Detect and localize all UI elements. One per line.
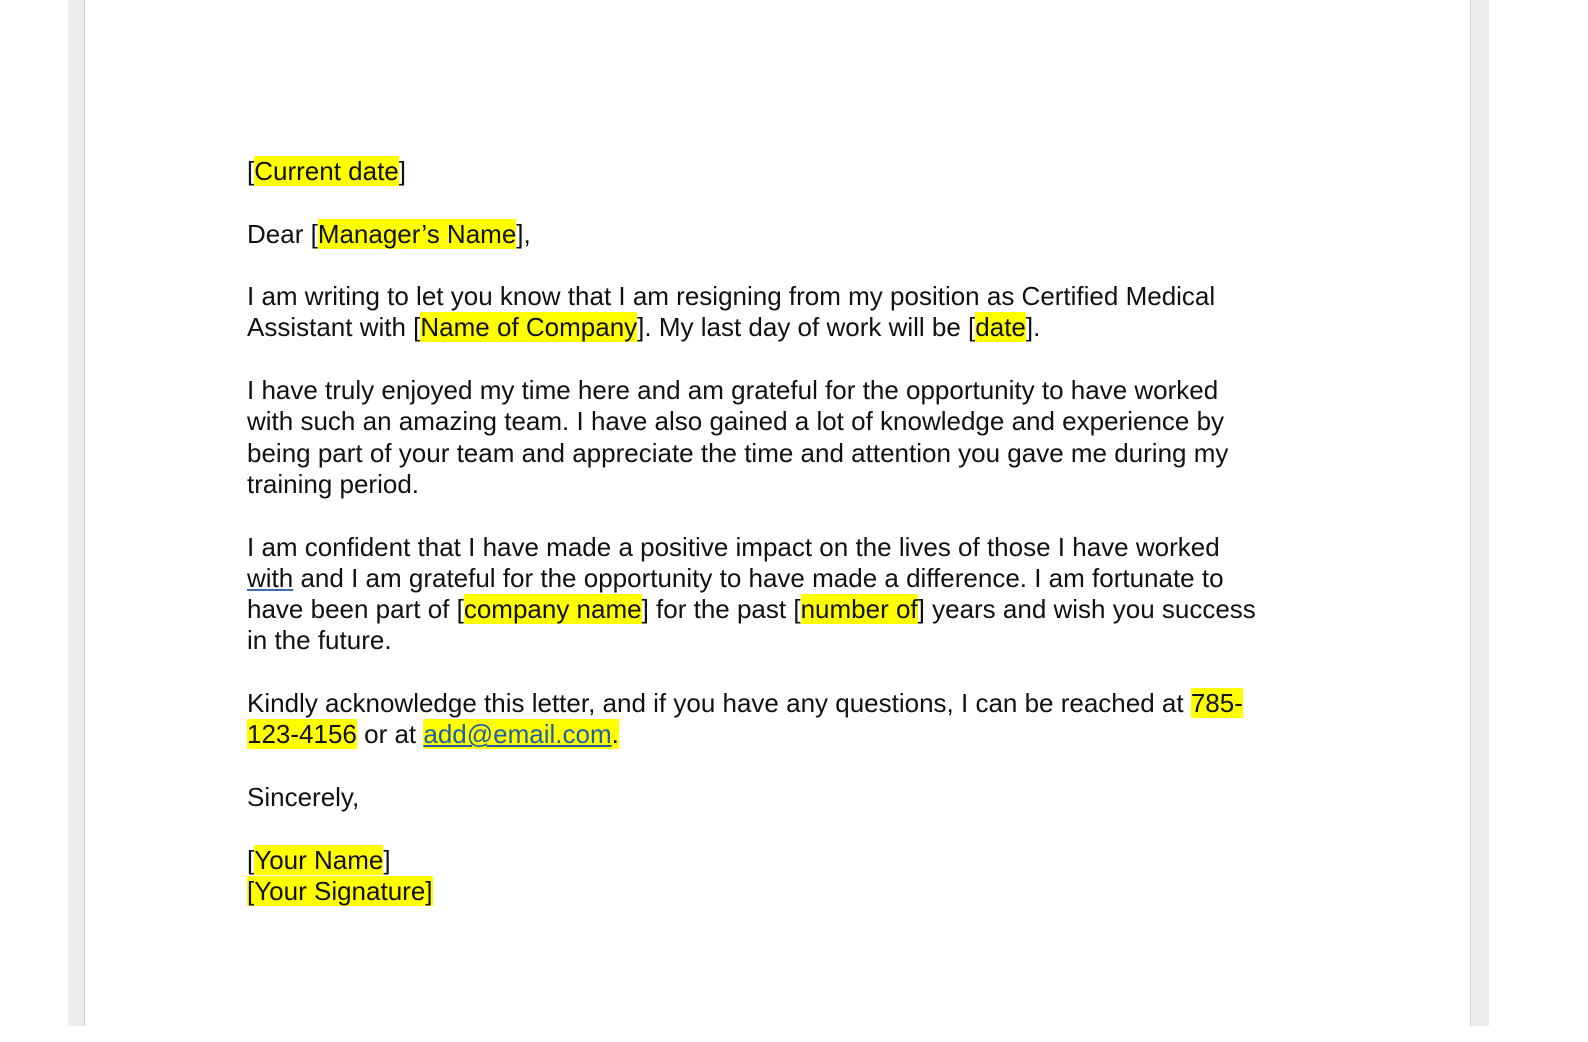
text-line [247, 469, 1256, 500]
paragraph [247, 845, 1256, 908]
text-line [247, 375, 1256, 406]
placeholder-field: [Your Signature] [247, 875, 433, 906]
text-run: being part of your team and appreciate the time and attention you gave me during my [247, 437, 1229, 468]
paragraph [247, 219, 1256, 250]
text-run: have been part of [ [247, 594, 464, 625]
placeholder-field: 785- [1190, 688, 1243, 719]
placeholder-field: . [611, 719, 619, 750]
placeholder-field: Manager’s Name [317, 218, 517, 249]
text-run: ] years and wish you success [917, 594, 1256, 625]
text-line [247, 688, 1256, 719]
placeholder-field: date [975, 312, 1026, 343]
placeholder-field: number of [800, 594, 918, 625]
paragraph [247, 375, 1256, 500]
paragraph [247, 782, 1256, 813]
text-run: I am confident that I have made a positive impact on the lives of those I have worked [247, 531, 1220, 562]
paragraph [247, 281, 1256, 344]
text-run: I have truly enjoyed my time here and am grateful for the opportunity to have worked [247, 375, 1219, 406]
text-line [247, 594, 1256, 625]
text-run: with such an amazing team. I have also gained a lot of knowledge and experience by [247, 406, 1225, 437]
text-run: with [247, 562, 294, 593]
text-line [247, 438, 1256, 469]
text-line [247, 532, 1256, 563]
left-page-margin [68, 0, 85, 1026]
right-page-margin [1470, 0, 1489, 1026]
text-run: I am writing to let you know that I am resigning from my position as Certified Medical [247, 281, 1216, 312]
text-run: ]. My last day of work will be [ [637, 312, 976, 343]
text-run: Sincerely, [247, 781, 360, 812]
text-run: [ [247, 156, 255, 186]
text-line [247, 281, 1256, 312]
text-run: ]. [1025, 312, 1041, 343]
text-run: ] [383, 844, 391, 875]
text-run: [ [247, 844, 255, 875]
text-line [247, 406, 1256, 437]
text-run: ] [398, 156, 406, 186]
placeholder-field: 123-4156 [247, 719, 357, 750]
text-run: ], [516, 218, 531, 249]
paragraph [247, 156, 1256, 187]
text-line [247, 219, 1256, 250]
placeholder-field: Name of Company [420, 312, 638, 343]
paragraph [247, 688, 1256, 751]
text-run: Dear [ [247, 218, 318, 249]
text-run: ] for the past [ [641, 594, 801, 625]
text-line [247, 563, 1256, 594]
text-run: and I am grateful for the opportunity to have made a difference. I am fortunate to [293, 562, 1224, 593]
text-line [247, 312, 1256, 343]
text-line [247, 782, 1256, 813]
text-run: Kindly acknowledge this letter, and if you have any questions, I can be reached at [247, 688, 1191, 719]
text-line [247, 719, 1256, 750]
text-run: training period. [247, 468, 419, 499]
placeholder-field: Current date [254, 156, 399, 186]
paragraph [247, 532, 1256, 657]
placeholder-field: company name [463, 594, 642, 625]
text-line [247, 876, 1256, 907]
letter-body[interactable] [247, 156, 1256, 938]
email-link[interactable]: add@email.com [423, 719, 612, 750]
text-line [247, 625, 1256, 656]
text-run: Assistant with [ [247, 312, 421, 343]
text-line [247, 156, 1256, 187]
text-run: or at [356, 719, 424, 750]
text-line [247, 845, 1256, 876]
text-run: in the future. [247, 625, 392, 656]
placeholder-field: Your Name [254, 844, 384, 875]
